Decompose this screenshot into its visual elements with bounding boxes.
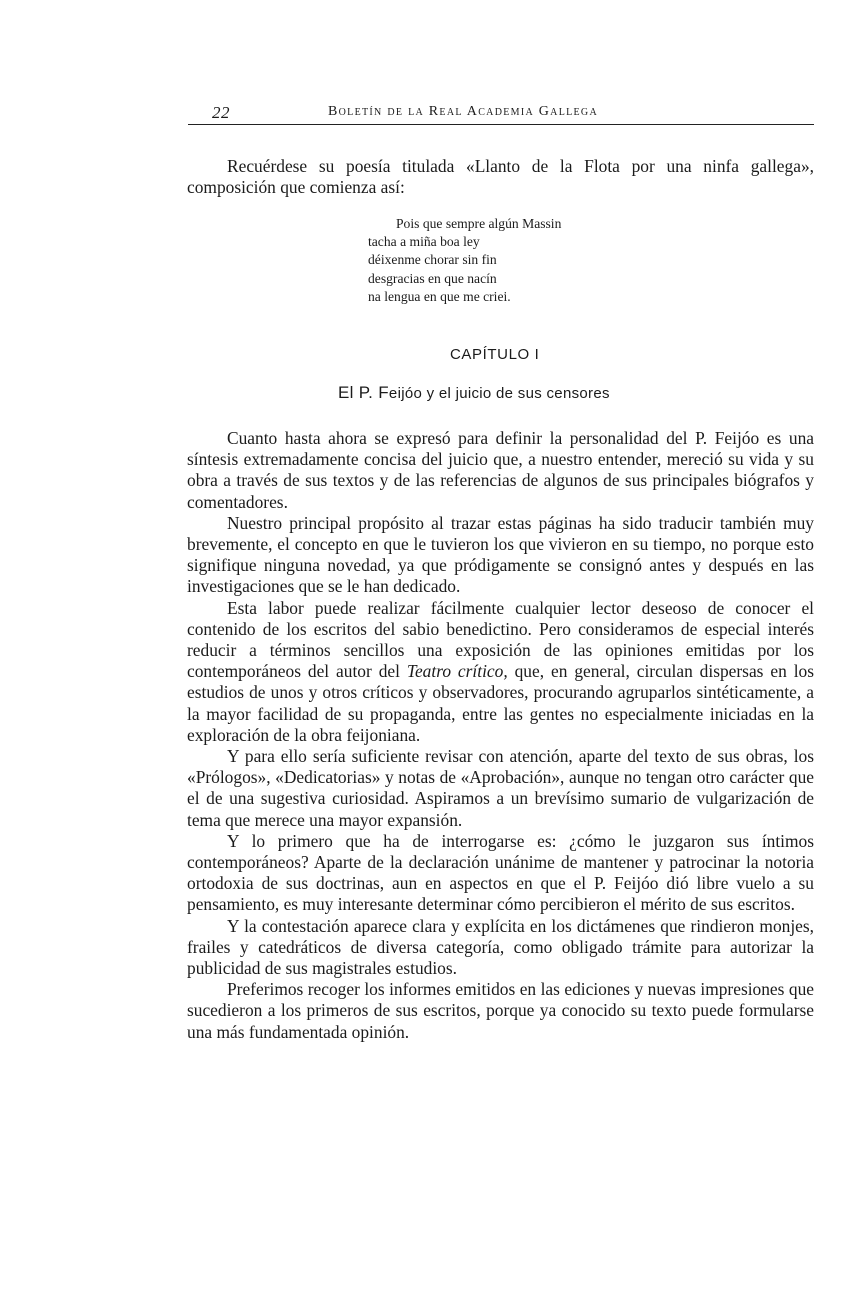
book-title: Teatro crítico, bbox=[406, 661, 508, 682]
paragraph: Y lo primero que ha de interrogarse es: ¿cómo le juzgaron sus íntimos contemporáneos? Aparte de la declaración unánime de mantener y patrocinar la notoria ortodoxia de sus doctrinas, aun en aspectos en que el P. Feijóo dió libre vuelo a su pensamiento, es muy interesante determinar cómo percibieron el mérito de sus escritos. bbox=[187, 830, 814, 915]
paragraph-text: que, en general, circulan dispersas en los estudios de unos y otros críticos y observadores, procurando agruparlos sintéticamente, a la mayor facilidad de su propaganda, entre las gentes no especialmente iniciadas en la exploración de la obra feijoniana. bbox=[187, 661, 814, 745]
verse-line: desgracias en que nacín bbox=[368, 270, 497, 286]
verse-line: déixenme chorar sin fin bbox=[368, 252, 497, 268]
paragraph bbox=[187, 598, 814, 746]
verse-line: Pois que sempre algún Massin bbox=[396, 216, 562, 231]
paragraph: Cuanto hasta ahora se expresó para definir la personalidad del P. Feijóo es una síntesis extremadamente concisa del juicio que, a nuestro entender, mereció su vida y su obra a través de sus textos y de las referencias de algunos de sus principales biógrafos y comentadores. bbox=[187, 428, 814, 512]
chapter-subtitle bbox=[338, 383, 610, 403]
paragraph: Preferimos recoger los informes emitidos en las ediciones y nuevas impresiones que sucedieron a los primeros de sus escritos, porque ya conocido su texto puede formularse una más fundamentada opinión. bbox=[187, 979, 814, 1042]
chapter-subtitle-prefix: El P. F bbox=[338, 383, 389, 402]
paragraph-text: Esta labor puede realizar fácilmente cualquier lector deseoso de conocer el contenido de los escritos del sabio benedictino. Pero consideramos de especial interés reducir a términos sencillos una exposición de las opiniones emitidas por los contemporáneos del autor del bbox=[187, 597, 814, 682]
verse-quote bbox=[368, 215, 688, 306]
paragraph: Y para ello sería suficiente revisar con atención, aparte del texto de sus obras, los «Prólogos», «Dedicatorias» y notas de «Aprobación», aunque no tengan otro carácter que el de una sugestiva curiosidad. Aspiramos a un brevísimo sumario de vulgarización de tema que merece una mayor expansión. bbox=[187, 746, 814, 830]
main-text bbox=[187, 428, 814, 1043]
running-title: Boletín de la Real Academia Gallega bbox=[328, 104, 598, 119]
intro-paragraph: Recuérdese su poesía titulada «Llanto de la Flota por una ninfa gallega», composición que comienza así: bbox=[187, 156, 814, 198]
paragraph: Nuestro principal propósito al trazar estas páginas ha sido traducir también muy brevemente, el concepto en que le tuvieron los que vivieron en su tiempo, no porque esto signifique ninguna novedad, ya que pródigamente se consignó antes y después en las investigaciones que se le han dedicado. bbox=[187, 512, 814, 597]
chapter-subtitle-rest: eijóo y el juicio de sus censores bbox=[388, 385, 610, 402]
verse-line: tacha a miña boa ley bbox=[368, 234, 480, 250]
verse-line: na lengua en que me criei. bbox=[368, 288, 511, 304]
paragraph: Y la contestación aparece clara y explícita en los dictámenes que rindieron monjes, frailes y catedráticos de diversa categoría, como obligado trámite para autorizar la publicidad de sus magistrales estudios. bbox=[187, 915, 814, 979]
page-number: 22 bbox=[212, 103, 230, 122]
running-header bbox=[188, 100, 814, 125]
chapter-label: CAPÍTULO I bbox=[450, 346, 540, 363]
